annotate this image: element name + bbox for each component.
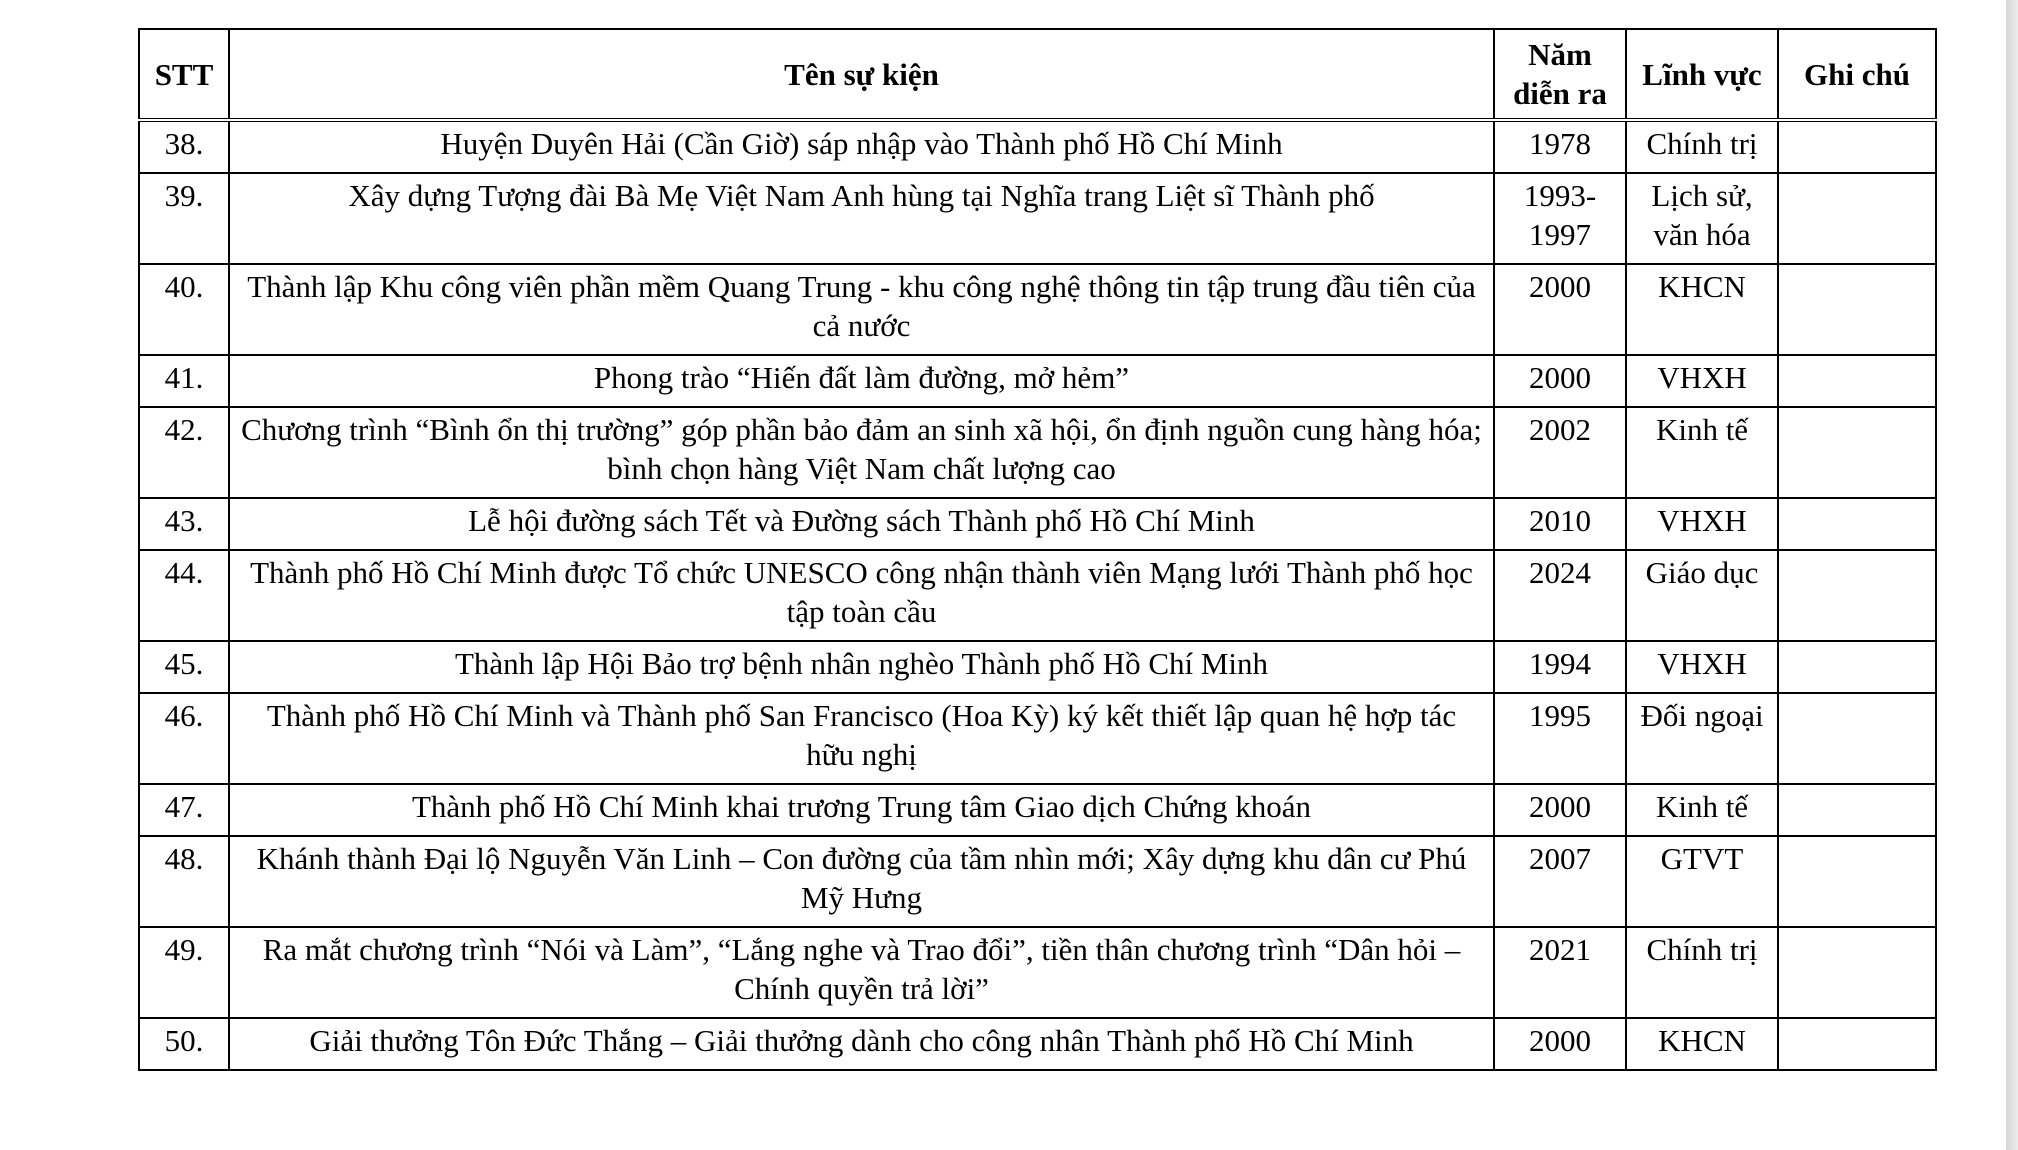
cell-note <box>1778 693 1936 784</box>
cell-event-name: Thành phố Hồ Chí Minh được Tổ chức UNESCO công nhận thành viên Mạng lưới Thành phố học tập toàn cầu <box>229 550 1494 641</box>
cell-field: Kinh tế <box>1626 784 1778 836</box>
cell-field: Chính trị <box>1626 927 1778 1018</box>
cell-note <box>1778 836 1936 927</box>
cell-event-name: Chương trình “Bình ổn thị trường” góp phần bảo đảm an sinh xã hội, ổn định nguồn cung hàng hóa; bình chọn hàng Việt Nam chất lượng cao <box>229 407 1494 498</box>
table-row <box>139 1018 1936 1070</box>
cell-event-name: Ra mắt chương trình “Nói và Làm”, “Lắng nghe và Trao đổi”, tiền thân chương trình “Dân hỏi – Chính quyền trả lời” <box>229 927 1494 1018</box>
cell-note <box>1778 264 1936 355</box>
cell-event-name: Thành lập Hội Bảo trợ bệnh nhân nghèo Thành phố Hồ Chí Minh <box>229 641 1494 693</box>
table-header-row <box>139 29 1936 120</box>
cell-note <box>1778 784 1936 836</box>
cell-stt: 47. <box>139 784 229 836</box>
cell-event-name: Xây dựng Tượng đài Bà Mẹ Việt Nam Anh hùng tại Nghĩa trang Liệt sĩ Thành phố <box>229 173 1494 264</box>
header-field: Lĩnh vực <box>1626 29 1778 120</box>
cell-year: 2000 <box>1494 355 1626 407</box>
cell-year: 2002 <box>1494 407 1626 498</box>
cell-year: 2010 <box>1494 498 1626 550</box>
cell-stt: 41. <box>139 355 229 407</box>
table-row <box>139 264 1936 355</box>
cell-event-name: Huyện Duyên Hải (Cần Giờ) sáp nhập vào Thành phố Hồ Chí Minh <box>229 120 1494 173</box>
cell-stt: 45. <box>139 641 229 693</box>
table-row <box>139 355 1936 407</box>
cell-year: 2000 <box>1494 1018 1626 1070</box>
cell-event-name: Phong trào “Hiến đất làm đường, mở hẻm” <box>229 355 1494 407</box>
cell-note <box>1778 498 1936 550</box>
cell-stt: 49. <box>139 927 229 1018</box>
table-row <box>139 120 1936 173</box>
cell-year: 2021 <box>1494 927 1626 1018</box>
cell-event-name: Khánh thành Đại lộ Nguyễn Văn Linh – Con đường của tầm nhìn mới; Xây dựng khu dân cư Phú Mỹ Hưng <box>229 836 1494 927</box>
header-note: Ghi chú <box>1778 29 1936 120</box>
cell-stt: 39. <box>139 173 229 264</box>
table-row <box>139 498 1936 550</box>
cell-stt: 46. <box>139 693 229 784</box>
cell-field: Lịch sử, văn hóa <box>1626 173 1778 264</box>
cell-stt: 43. <box>139 498 229 550</box>
cell-note <box>1778 407 1936 498</box>
cell-stt: 38. <box>139 120 229 173</box>
cell-field: Kinh tế <box>1626 407 1778 498</box>
header-event-name: Tên sự kiện <box>229 29 1494 120</box>
cell-event-name: Thành phố Hồ Chí Minh khai trương Trung tâm Giao dịch Chứng khoán <box>229 784 1494 836</box>
table-row <box>139 407 1936 498</box>
cell-stt: 50. <box>139 1018 229 1070</box>
cell-stt: 48. <box>139 836 229 927</box>
cell-stt: 42. <box>139 407 229 498</box>
cell-note <box>1778 927 1936 1018</box>
cell-stt: 40. <box>139 264 229 355</box>
cell-note <box>1778 641 1936 693</box>
cell-note <box>1778 173 1936 264</box>
cell-note <box>1778 1018 1936 1070</box>
cell-year: 1994 <box>1494 641 1626 693</box>
table-row <box>139 641 1936 693</box>
cell-year: 1978 <box>1494 120 1626 173</box>
cell-year: 2024 <box>1494 550 1626 641</box>
cell-field: GTVT <box>1626 836 1778 927</box>
cell-field: Giáo dục <box>1626 550 1778 641</box>
table-row <box>139 927 1936 1018</box>
cell-note <box>1778 550 1936 641</box>
cell-stt: 44. <box>139 550 229 641</box>
cell-field: VHXH <box>1626 498 1778 550</box>
cell-field: VHXH <box>1626 641 1778 693</box>
cell-year: 2000 <box>1494 264 1626 355</box>
table-row <box>139 693 1936 784</box>
cell-field: Đối ngoại <box>1626 693 1778 784</box>
cell-field: KHCN <box>1626 1018 1778 1070</box>
table-row <box>139 550 1936 641</box>
header-stt: STT <box>139 29 229 120</box>
header-year: Năm diễn ra <box>1494 29 1626 120</box>
table-row <box>139 836 1936 927</box>
cell-year: 2000 <box>1494 784 1626 836</box>
cell-field: Chính trị <box>1626 120 1778 173</box>
cell-event-name: Giải thưởng Tôn Đức Thắng – Giải thưởng dành cho công nhân Thành phố Hồ Chí Minh <box>229 1018 1494 1070</box>
cell-event-name: Thành lập Khu công viên phần mềm Quang Trung - khu công nghệ thông tin tập trung đầu tiên của cả nước <box>229 264 1494 355</box>
cell-year: 1993-1997 <box>1494 173 1626 264</box>
cell-field: KHCN <box>1626 264 1778 355</box>
cell-note <box>1778 355 1936 407</box>
cell-event-name: Thành phố Hồ Chí Minh và Thành phố San Francisco (Hoa Kỳ) ký kết thiết lập quan hệ hợp tác hữu nghị <box>229 693 1494 784</box>
table-row <box>139 173 1936 264</box>
cell-event-name: Lễ hội đường sách Tết và Đường sách Thành phố Hồ Chí Minh <box>229 498 1494 550</box>
table-row <box>139 784 1936 836</box>
cell-field: VHXH <box>1626 355 1778 407</box>
cell-note <box>1778 120 1936 173</box>
cell-year: 2007 <box>1494 836 1626 927</box>
events-table <box>138 28 1937 1071</box>
cell-year: 1995 <box>1494 693 1626 784</box>
page-edge-shadow <box>2006 0 2018 1150</box>
